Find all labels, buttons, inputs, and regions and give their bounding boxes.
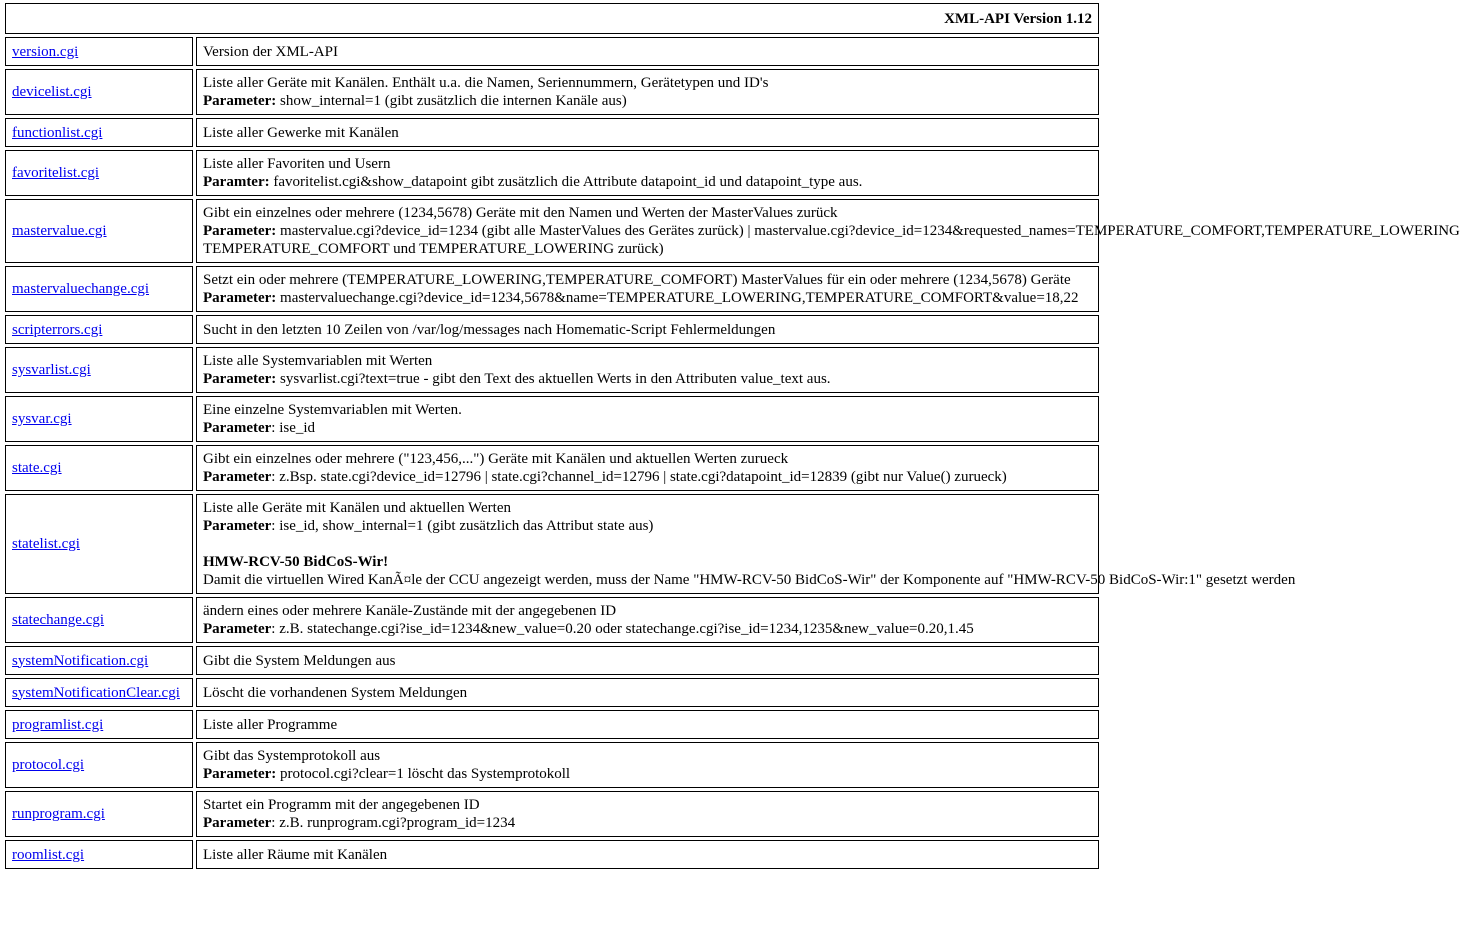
- api-row: [5, 494, 1099, 594]
- description-line: [203, 43, 1092, 61]
- endpoint-link[interactable]: systemNotification.cgi: [12, 652, 149, 669]
- description-text: Gibt ein einzelnes oder mehrere ("123,456,...") Geräte mit Kanälen und aktuellen Werten zurueck: [203, 451, 789, 467]
- description-text: ändern eines oder mehrere Kanäle-Zustände mit der angegebenen ID: [203, 603, 617, 619]
- description-text: sysvarlist.cgi?text=true - gibt den Text des aktuellen Werts in den Attributen value_text aus.: [276, 371, 831, 387]
- endpoint-link[interactable]: state.cgi: [12, 460, 62, 476]
- description-text: : ise_id: [271, 420, 316, 436]
- endpoint-cell: [5, 315, 193, 344]
- description-cell: [196, 840, 1099, 869]
- description-cell: [196, 494, 1296, 594]
- description-cell: [196, 150, 1099, 196]
- endpoint-cell: [5, 118, 193, 147]
- endpoint-link[interactable]: programlist.cgi: [12, 716, 104, 733]
- api-row: [5, 840, 1099, 869]
- description-text: : z.B. statechange.cgi?ise_id=1234&new_value=0.20 oder statechange.cgi?ise_id=1234,1235&new_value=0.20,1.45: [271, 621, 974, 637]
- api-row: [5, 266, 1099, 312]
- parameter-label: Parameter:: [203, 93, 277, 109]
- parameter-label: Parameter: [203, 469, 272, 485]
- description-cell: [196, 69, 1099, 115]
- description-cell: [196, 597, 1099, 643]
- api-row: [5, 69, 1099, 115]
- description-cell: [196, 118, 1099, 147]
- api-row: [5, 37, 1099, 66]
- description-text: TEMPERATURE_COMFORT und TEMPERATURE_LOWERING zurück): [203, 241, 664, 257]
- description-line: [203, 321, 1092, 339]
- api-row: [5, 678, 1099, 707]
- api-row: [5, 710, 1099, 739]
- endpoint-link[interactable]: statelist.cgi: [12, 536, 80, 552]
- description-text: Sucht in den letzten 10 Zeilen von /var/log/messages nach Homematic-Script Fehlermeldungen: [203, 321, 776, 338]
- api-row: [5, 445, 1099, 491]
- description-line: [203, 204, 1092, 222]
- description-text: Liste aller Favoriten und Usern: [203, 156, 391, 172]
- description-line: [203, 716, 1092, 734]
- endpoint-cell: [5, 37, 193, 66]
- api-row: [5, 791, 1099, 837]
- description-text: Eine einzelne Systemvariablen mit Werten.: [203, 402, 462, 418]
- endpoint-cell: [5, 791, 193, 837]
- description-line: [203, 747, 1092, 765]
- description-line: [203, 535, 1092, 553]
- api-row: [5, 347, 1099, 393]
- description-line: [203, 571, 1296, 589]
- endpoint-cell: [5, 840, 193, 869]
- parameter-label: Paramter:: [203, 174, 270, 190]
- endpoint-link[interactable]: protocol.cgi: [12, 757, 85, 773]
- description-cell: [196, 646, 1099, 675]
- description-text: : ise_id, show_internal=1 (gibt zusätzlich das Attribut state aus): [271, 518, 654, 534]
- description-line: [203, 553, 1092, 571]
- parameter-label: Parameter: [203, 815, 272, 831]
- description-text: Gibt die System Meldungen aus: [203, 652, 396, 669]
- api-row: [5, 315, 1099, 344]
- description-text: Liste aller Programme: [203, 716, 338, 733]
- description-cell: [196, 315, 1099, 344]
- endpoint-cell: [5, 710, 193, 739]
- description-text: Löscht die vorhandenen System Meldungen: [203, 684, 468, 701]
- description-cell: [196, 710, 1099, 739]
- api-row: [5, 742, 1099, 788]
- description-line: [203, 419, 1092, 437]
- description-text: Liste alle Systemvariablen mit Werten: [203, 353, 433, 369]
- parameter-label: Parameter: [203, 420, 272, 436]
- description-cell: [196, 445, 1099, 491]
- description-line: [203, 602, 1092, 620]
- description-text: Liste aller Gewerke mit Kanälen: [203, 124, 399, 141]
- description-line: [203, 289, 1092, 307]
- parameter-label: Parameter:: [203, 371, 277, 387]
- description-line: [203, 401, 1092, 419]
- api-row: [5, 150, 1099, 196]
- title-row: [5, 3, 1099, 34]
- api-row: [5, 396, 1099, 442]
- description-line: [203, 846, 1092, 864]
- endpoint-link[interactable]: favoritelist.cgi: [12, 165, 100, 181]
- section-heading: HMW-RCV-50 BidCoS-Wir!: [203, 554, 389, 570]
- endpoint-cell: [5, 494, 193, 594]
- description-line: [203, 370, 1092, 388]
- api-row: [5, 118, 1099, 147]
- title-cell: [5, 3, 1099, 34]
- api-table: [2, 0, 1460, 872]
- endpoint-link[interactable]: mastervalue.cgi: [12, 223, 107, 239]
- description-cell: [196, 742, 1099, 788]
- description-text: : z.Bsp. state.cgi?device_id=12796 | state.cgi?channel_id=12796 | state.cgi?datapoint_id=12839 (gibt nur Value() zurueck): [271, 469, 1007, 485]
- description-line: [203, 271, 1092, 289]
- endpoint-link[interactable]: runprogram.cgi: [12, 806, 105, 822]
- description-text: Liste alle Geräte mit Kanälen und aktuellen Werten: [203, 500, 511, 516]
- endpoint-link[interactable]: version.cgi: [12, 43, 79, 60]
- endpoint-link[interactable]: mastervaluechange.cgi: [12, 281, 150, 297]
- endpoint-cell: [5, 199, 193, 263]
- api-version-title: XML-API Version 1.12: [944, 10, 1092, 27]
- description-line: [203, 124, 1092, 142]
- description-cell: [196, 266, 1099, 312]
- endpoint-link[interactable]: sysvar.cgi: [12, 411, 72, 427]
- description-cell: [196, 396, 1099, 442]
- description-text: : z.B. runprogram.cgi?program_id=1234: [271, 815, 516, 831]
- endpoint-cell: [5, 597, 193, 643]
- description-cell: [196, 791, 1099, 837]
- description-cell: [196, 37, 1099, 66]
- description-line: [203, 684, 1092, 702]
- description-text: Version der XML-API: [203, 43, 338, 60]
- description-line: [203, 765, 1092, 783]
- description-text: Startet ein Programm mit der angegebenen ID: [203, 797, 480, 813]
- description-line: [203, 517, 1092, 535]
- endpoint-cell: [5, 69, 193, 115]
- endpoint-cell: [5, 150, 193, 196]
- description-text: favoritelist.cgi&show_datapoint gibt zusätzlich die Attribute datapoint_id und datapoint_type aus.: [269, 174, 863, 190]
- description-line: [203, 74, 1092, 92]
- description-text: mastervalue.cgi?device_id=1234 (gibt alle MasterValues des Gerätes zurück) | mastervalue.cgi?device_id=1234&requested_names=TEMPERATURE_COMFORT,TEMPERATURE_LOWERING: [276, 223, 1460, 239]
- parameter-label: Parameter:: [203, 766, 277, 782]
- parameter-label: Parameter: [203, 518, 272, 534]
- description-text: Setzt ein oder mehrere (TEMPERATURE_LOWERING,TEMPERATURE_COMFORT) MasterValues für ein oder mehrere (1234,5678) Geräte: [203, 272, 1071, 288]
- endpoint-link[interactable]: systemNotificationClear.cgi: [12, 684, 180, 701]
- endpoint-cell: [5, 266, 193, 312]
- endpoint-cell: [5, 646, 193, 675]
- description-line: [203, 796, 1092, 814]
- endpoint-link[interactable]: functionlist.cgi: [12, 124, 103, 141]
- endpoint-link[interactable]: devicelist.cgi: [12, 84, 92, 100]
- description-text: show_internal=1 (gibt zusätzlich die internen Kanäle aus): [276, 93, 627, 109]
- description-line: [203, 814, 1092, 832]
- description-line: [203, 240, 1092, 258]
- api-row: [5, 199, 1099, 263]
- description-line: [203, 620, 1092, 638]
- endpoint-cell: [5, 347, 193, 393]
- description-cell: [196, 678, 1099, 707]
- description-text: protocol.cgi?clear=1 löscht das Systemprotokoll: [276, 766, 571, 782]
- endpoint-link[interactable]: scripterrors.cgi: [12, 321, 103, 338]
- description-text: Gibt das Systemprotokoll aus: [203, 748, 381, 764]
- endpoint-cell: [5, 742, 193, 788]
- description-line: [203, 173, 1092, 191]
- description-text: Liste aller Geräte mit Kanälen. Enthält u.a. die Namen, Seriennummern, Gerätetypen und ID's: [203, 75, 769, 91]
- description-line: [203, 92, 1092, 110]
- description-cell: [196, 199, 1460, 263]
- description-text: Liste aller Räume mit Kanälen: [203, 846, 388, 863]
- description-line: [203, 499, 1092, 517]
- endpoint-link[interactable]: sysvarlist.cgi: [12, 362, 91, 378]
- description-cell: [196, 347, 1099, 393]
- description-line: [203, 450, 1092, 468]
- description-line: [203, 468, 1092, 486]
- description-line: [203, 155, 1092, 173]
- parameter-label: Parameter:: [203, 223, 277, 239]
- parameter-label: Parameter:: [203, 290, 277, 306]
- endpoint-link[interactable]: statechange.cgi: [12, 612, 105, 628]
- api-row: [5, 646, 1099, 675]
- endpoint-cell: [5, 678, 193, 707]
- description-line: [203, 222, 1460, 240]
- endpoint-cell: [5, 396, 193, 442]
- parameter-label: Parameter: [203, 621, 272, 637]
- description-text: mastervaluechange.cgi?device_id=1234,5678&name=TEMPERATURE_LOWERING,TEMPERATURE_COMFORT&value=18,22: [276, 290, 1079, 306]
- description-line: [203, 652, 1092, 670]
- endpoint-link[interactable]: roomlist.cgi: [12, 846, 85, 863]
- endpoint-cell: [5, 445, 193, 491]
- api-row: [5, 597, 1099, 643]
- description-text: Gibt ein einzelnes oder mehrere (1234,5678) Geräte mit den Namen und Werten der MasterValues zurück: [203, 205, 838, 221]
- description-line: [203, 352, 1092, 370]
- description-text: Damit die virtuellen Wired KanÃ¤le der CCU angezeigt werden, muss der Name "HMW-RCV-50 BidCoS-Wir" der Komponente auf "HMW-RCV-50 BidCoS-Wir:1" gesetzt werden: [203, 572, 1296, 588]
